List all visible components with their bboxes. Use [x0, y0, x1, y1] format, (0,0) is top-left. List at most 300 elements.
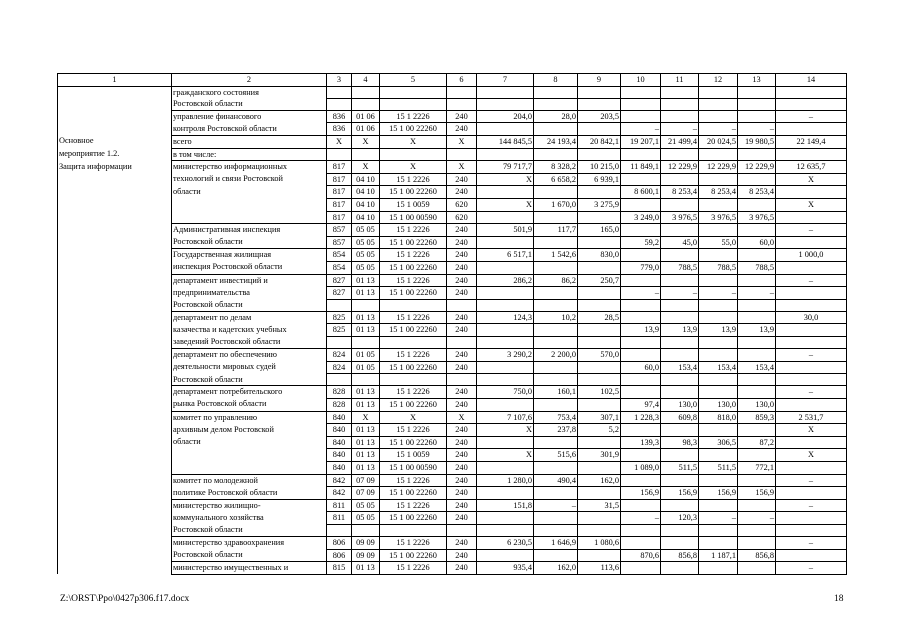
value-cell: [578, 287, 621, 300]
executor-cell: заведений Ростовской области: [172, 336, 327, 348]
value-cell: [699, 349, 738, 362]
table-row: [58, 173, 847, 186]
value-cell: [352, 299, 380, 311]
value-cell: 840: [327, 424, 352, 437]
executor-cell: Ростовской области: [172, 374, 327, 386]
value-cell: [776, 374, 847, 386]
executor-cell: контроля Ростовской области: [172, 123, 327, 136]
value-cell: [621, 562, 661, 575]
value-cell: 240: [447, 173, 477, 186]
value-cell: [661, 349, 699, 362]
executor-cell: министерство имущественных и: [172, 562, 327, 575]
value-cell: [447, 299, 477, 311]
value-cell: [776, 524, 847, 536]
value-cell: [578, 86, 621, 98]
value-cell: [534, 524, 578, 536]
value-cell: 15 1 2226: [380, 110, 447, 123]
executor-cell: политике Ростовской области: [172, 487, 327, 500]
value-cell: [352, 524, 380, 536]
value-cell: [534, 236, 578, 249]
value-cell: 04 10: [352, 186, 380, 199]
table-row: [58, 311, 847, 324]
value-cell: [699, 524, 738, 536]
value-cell: 240: [447, 349, 477, 362]
header-cell: 8: [534, 74, 578, 87]
table-header-row: [58, 74, 847, 87]
value-cell: [621, 474, 661, 487]
value-cell: [534, 287, 578, 300]
value-cell: [699, 311, 738, 324]
value-cell: [661, 224, 699, 237]
value-cell: [352, 336, 380, 348]
value-cell: 15 1 0059: [380, 449, 447, 462]
value-cell: 240: [447, 499, 477, 512]
value-cell: [578, 361, 621, 374]
value-cell: 09 09: [352, 536, 380, 549]
value-cell: [699, 336, 738, 348]
value-cell: [621, 449, 661, 462]
value-cell: [621, 224, 661, 237]
value-cell: [352, 374, 380, 386]
value-cell: [534, 148, 578, 161]
value-cell: 01 13: [352, 311, 380, 324]
value-cell: [534, 436, 578, 449]
value-cell: [776, 398, 847, 411]
value-cell: 6 230,5: [477, 536, 534, 549]
value-cell: 01 13: [352, 324, 380, 337]
value-cell: [621, 86, 661, 98]
value-cell: 19 207,1: [621, 135, 661, 148]
value-cell: [477, 299, 534, 311]
value-cell: 31,5: [578, 499, 621, 512]
value-cell: [447, 86, 477, 98]
value-cell: [699, 249, 738, 262]
value-cell: 20 842,1: [578, 135, 621, 148]
value-cell: 240: [447, 436, 477, 449]
value-cell: 151,8: [477, 499, 534, 512]
value-cell: 01 13: [352, 398, 380, 411]
value-cell: 97,4: [621, 398, 661, 411]
value-cell: 840: [327, 461, 352, 474]
value-cell: [776, 186, 847, 199]
value-cell: [534, 211, 578, 224]
value-cell: [738, 524, 776, 536]
executor-cell: казачества и кадетских учебных: [172, 324, 327, 337]
executor-cell: департамент инвестиций и: [172, 274, 327, 287]
value-cell: 156,9: [738, 487, 776, 500]
value-cell: [776, 261, 847, 274]
value-cell: [776, 123, 847, 136]
value-cell: [352, 98, 380, 110]
value-cell: 842: [327, 487, 352, 500]
value-cell: 240: [447, 398, 477, 411]
event-name-cell: [58, 249, 172, 262]
value-cell: [380, 98, 447, 110]
value-cell: 15 1 00 22260: [380, 324, 447, 337]
value-cell: 857: [327, 224, 352, 237]
value-cell: 153,4: [661, 361, 699, 374]
value-cell: [776, 86, 847, 98]
value-cell: 15 1 00 00590: [380, 211, 447, 224]
event-name-cell: [58, 287, 172, 300]
value-cell: 840: [327, 449, 352, 462]
value-cell: 818,0: [699, 411, 738, 424]
value-cell: [661, 336, 699, 348]
value-cell: [699, 110, 738, 123]
executor-cell: рынка Ростовской области: [172, 398, 327, 411]
table-row: [58, 123, 847, 136]
value-cell: 98,3: [661, 436, 699, 449]
value-cell: –: [621, 512, 661, 525]
table-row: [58, 110, 847, 123]
value-cell: 13,9: [661, 324, 699, 337]
executor-cell: Государственная жилищная: [172, 249, 327, 262]
value-cell: –: [738, 123, 776, 136]
value-cell: [578, 549, 621, 562]
value-cell: X: [776, 424, 847, 437]
value-cell: 779,0: [621, 261, 661, 274]
value-cell: –: [661, 123, 699, 136]
value-cell: [380, 336, 447, 348]
value-cell: 250,7: [578, 274, 621, 287]
value-cell: X: [352, 135, 380, 148]
value-cell: 15 1 00 22260: [380, 361, 447, 374]
value-cell: [738, 86, 776, 98]
executor-cell: комитет по управлению: [172, 411, 327, 424]
executor-cell: Ростовской области: [172, 524, 327, 536]
value-cell: 15 1 00 22260: [380, 186, 447, 199]
value-cell: 817: [327, 198, 352, 211]
value-cell: 240: [447, 361, 477, 374]
value-cell: 130,0: [699, 398, 738, 411]
value-cell: 240: [447, 424, 477, 437]
table-row: [58, 198, 847, 211]
value-cell: [380, 374, 447, 386]
table-row: [58, 411, 847, 424]
event-name-cell: [58, 224, 172, 237]
executor-cell: в том числе:: [172, 148, 327, 161]
value-cell: [534, 86, 578, 98]
value-cell: 13,9: [699, 324, 738, 337]
value-cell: [327, 86, 352, 98]
value-cell: X: [477, 173, 534, 186]
value-cell: [578, 512, 621, 525]
executor-cell: Ростовской области: [172, 236, 327, 249]
value-cell: 102,5: [578, 386, 621, 399]
value-cell: [738, 173, 776, 186]
value-cell: –: [776, 474, 847, 487]
value-cell: X: [380, 135, 447, 148]
value-cell: [621, 386, 661, 399]
value-cell: [661, 536, 699, 549]
value-cell: 13,9: [621, 324, 661, 337]
event-name-cell: [58, 386, 172, 399]
value-cell: –: [699, 123, 738, 136]
value-cell: 753,4: [534, 411, 578, 424]
value-cell: [738, 110, 776, 123]
value-cell: 240: [447, 474, 477, 487]
value-cell: 1 670,0: [534, 198, 578, 211]
value-cell: 1 089,0: [621, 461, 661, 474]
value-cell: [738, 562, 776, 575]
value-cell: 286,2: [477, 274, 534, 287]
executor-cell: Ростовской области: [172, 299, 327, 311]
value-cell: 806: [327, 549, 352, 562]
value-cell: [477, 398, 534, 411]
table-row: [58, 449, 847, 462]
value-cell: [534, 487, 578, 500]
value-cell: X: [447, 135, 477, 148]
value-cell: 3 275,9: [578, 198, 621, 211]
value-cell: [661, 86, 699, 98]
value-cell: –: [776, 562, 847, 575]
value-cell: 15 1 00 22260: [380, 512, 447, 525]
value-cell: 842: [327, 474, 352, 487]
value-cell: –: [776, 110, 847, 123]
value-cell: 11 849,1: [621, 161, 661, 174]
value-cell: [477, 436, 534, 449]
value-cell: [534, 549, 578, 562]
value-cell: 8 253,4: [699, 186, 738, 199]
value-cell: [447, 374, 477, 386]
value-cell: 19 980,5: [738, 135, 776, 148]
value-cell: 240: [447, 562, 477, 575]
executor-cell: департамент потребительского: [172, 386, 327, 399]
value-cell: [447, 524, 477, 536]
value-cell: [534, 261, 578, 274]
value-cell: [661, 249, 699, 262]
value-cell: 20 024,5: [699, 135, 738, 148]
value-cell: 620: [447, 198, 477, 211]
event-name-cell: [58, 211, 172, 224]
value-cell: 01 05: [352, 349, 380, 362]
value-cell: 750,0: [477, 386, 534, 399]
value-cell: [534, 512, 578, 525]
value-cell: [738, 374, 776, 386]
value-cell: 240: [447, 224, 477, 237]
value-cell: [534, 324, 578, 337]
event-name-cell: [58, 98, 172, 110]
value-cell: [699, 374, 738, 386]
value-cell: [534, 186, 578, 199]
value-cell: 15 1 2226: [380, 562, 447, 575]
header-cell: 10: [621, 74, 661, 87]
value-cell: 6 939,1: [578, 173, 621, 186]
table-row: [58, 161, 847, 174]
value-cell: 1 187,1: [699, 549, 738, 562]
value-cell: [661, 198, 699, 211]
value-cell: [738, 311, 776, 324]
value-cell: [477, 324, 534, 337]
value-cell: [699, 224, 738, 237]
value-cell: 12 229,9: [661, 161, 699, 174]
value-cell: [699, 449, 738, 462]
value-cell: 825: [327, 311, 352, 324]
value-cell: [578, 336, 621, 348]
value-cell: 15 1 00 22260: [380, 236, 447, 249]
value-cell: 788,5: [661, 261, 699, 274]
value-cell: 2 200,0: [534, 349, 578, 362]
value-cell: –: [621, 287, 661, 300]
event-name-cell: [58, 549, 172, 562]
executor-cell: [172, 198, 327, 211]
value-cell: [699, 474, 738, 487]
value-cell: 856,8: [738, 549, 776, 562]
table-row: [58, 336, 847, 348]
value-cell: 836: [327, 123, 352, 136]
value-cell: [327, 148, 352, 161]
table-row: [58, 349, 847, 362]
value-cell: [534, 336, 578, 348]
value-cell: [578, 98, 621, 110]
value-cell: [477, 461, 534, 474]
event-name-cell: [58, 86, 172, 98]
value-cell: 2 531,7: [776, 411, 847, 424]
value-cell: 240: [447, 386, 477, 399]
value-cell: [661, 499, 699, 512]
value-cell: 240: [447, 461, 477, 474]
executor-cell: коммунального хозяйства: [172, 512, 327, 525]
value-cell: [699, 424, 738, 437]
value-cell: [477, 98, 534, 110]
value-cell: 45,0: [661, 236, 699, 249]
event-name-cell: [58, 236, 172, 249]
value-cell: [699, 536, 738, 549]
table-row: [58, 361, 847, 374]
value-cell: 836: [327, 110, 352, 123]
value-cell: 859,3: [738, 411, 776, 424]
value-cell: [738, 98, 776, 110]
value-cell: 830,0: [578, 249, 621, 262]
value-cell: 7 107,6: [477, 411, 534, 424]
value-cell: 01 13: [352, 449, 380, 462]
value-cell: [621, 374, 661, 386]
value-cell: 01 06: [352, 123, 380, 136]
value-cell: 15 1 2226: [380, 424, 447, 437]
table-row: [58, 299, 847, 311]
value-cell: X: [477, 449, 534, 462]
value-cell: [327, 98, 352, 110]
value-cell: 306,5: [699, 436, 738, 449]
value-cell: [738, 349, 776, 362]
value-cell: 165,0: [578, 224, 621, 237]
value-cell: [477, 374, 534, 386]
event-name-cell: [58, 562, 172, 575]
header-cell: 14: [776, 74, 847, 87]
value-cell: 01 13: [352, 424, 380, 437]
value-cell: [661, 311, 699, 324]
executor-cell: [172, 461, 327, 474]
value-cell: 827: [327, 287, 352, 300]
table-row: [58, 499, 847, 512]
table-row: [58, 186, 847, 199]
value-cell: 570,0: [578, 349, 621, 362]
value-cell: 05 05: [352, 261, 380, 274]
executor-cell: [172, 449, 327, 462]
event-name-cell: [58, 461, 172, 474]
value-cell: 156,9: [621, 487, 661, 500]
value-cell: [534, 299, 578, 311]
table-row: [58, 324, 847, 337]
value-cell: [621, 424, 661, 437]
executor-cell: архивным делом Ростовской: [172, 424, 327, 437]
value-cell: [477, 123, 534, 136]
value-cell: 1 542,6: [534, 249, 578, 262]
value-cell: [738, 499, 776, 512]
value-cell: 124,3: [477, 311, 534, 324]
value-cell: [621, 536, 661, 549]
value-cell: 240: [447, 236, 477, 249]
value-cell: 870,6: [621, 549, 661, 562]
value-cell: [661, 98, 699, 110]
executor-cell: министерство жилищно-: [172, 499, 327, 512]
event-name-cell: [58, 173, 172, 186]
value-cell: [621, 173, 661, 186]
budget-table-container: [57, 73, 846, 575]
executor-cell: министерство здравоохранения: [172, 536, 327, 549]
value-cell: 86,2: [534, 274, 578, 287]
value-cell: [578, 148, 621, 161]
event-name-cell: Защита информации: [58, 161, 172, 174]
value-cell: 15 1 2226: [380, 173, 447, 186]
value-cell: 840: [327, 411, 352, 424]
value-cell: 8 328,2: [534, 161, 578, 174]
value-cell: [661, 374, 699, 386]
value-cell: 59,2: [621, 236, 661, 249]
value-cell: –: [738, 512, 776, 525]
executor-cell: предпринимательства: [172, 287, 327, 300]
value-cell: 511,5: [699, 461, 738, 474]
event-name-cell: [58, 449, 172, 462]
value-cell: [661, 274, 699, 287]
value-cell: 55,0: [699, 236, 738, 249]
event-name-cell: [58, 336, 172, 348]
value-cell: [738, 274, 776, 287]
event-name-cell: [58, 311, 172, 324]
value-cell: 857: [327, 236, 352, 249]
value-cell: 153,4: [699, 361, 738, 374]
value-cell: [380, 148, 447, 161]
value-cell: [776, 487, 847, 500]
value-cell: [776, 236, 847, 249]
value-cell: –: [776, 349, 847, 362]
table-row: [58, 86, 847, 98]
executor-cell: гражданского состояния: [172, 86, 327, 98]
value-cell: X: [352, 161, 380, 174]
value-cell: [534, 361, 578, 374]
value-cell: [776, 211, 847, 224]
value-cell: 788,5: [699, 261, 738, 274]
value-cell: 237,8: [534, 424, 578, 437]
value-cell: [447, 98, 477, 110]
value-cell: [578, 186, 621, 199]
value-cell: [477, 186, 534, 199]
value-cell: [477, 549, 534, 562]
table-row: [58, 436, 847, 449]
value-cell: 240: [447, 110, 477, 123]
value-cell: [661, 148, 699, 161]
value-cell: [578, 299, 621, 311]
value-cell: 139,3: [621, 436, 661, 449]
table-body: [58, 74, 847, 575]
value-cell: [661, 110, 699, 123]
header-cell: 12: [699, 74, 738, 87]
value-cell: [578, 461, 621, 474]
value-cell: [477, 86, 534, 98]
event-name-cell: [58, 110, 172, 123]
event-name-cell: [58, 261, 172, 274]
value-cell: X: [776, 173, 847, 186]
